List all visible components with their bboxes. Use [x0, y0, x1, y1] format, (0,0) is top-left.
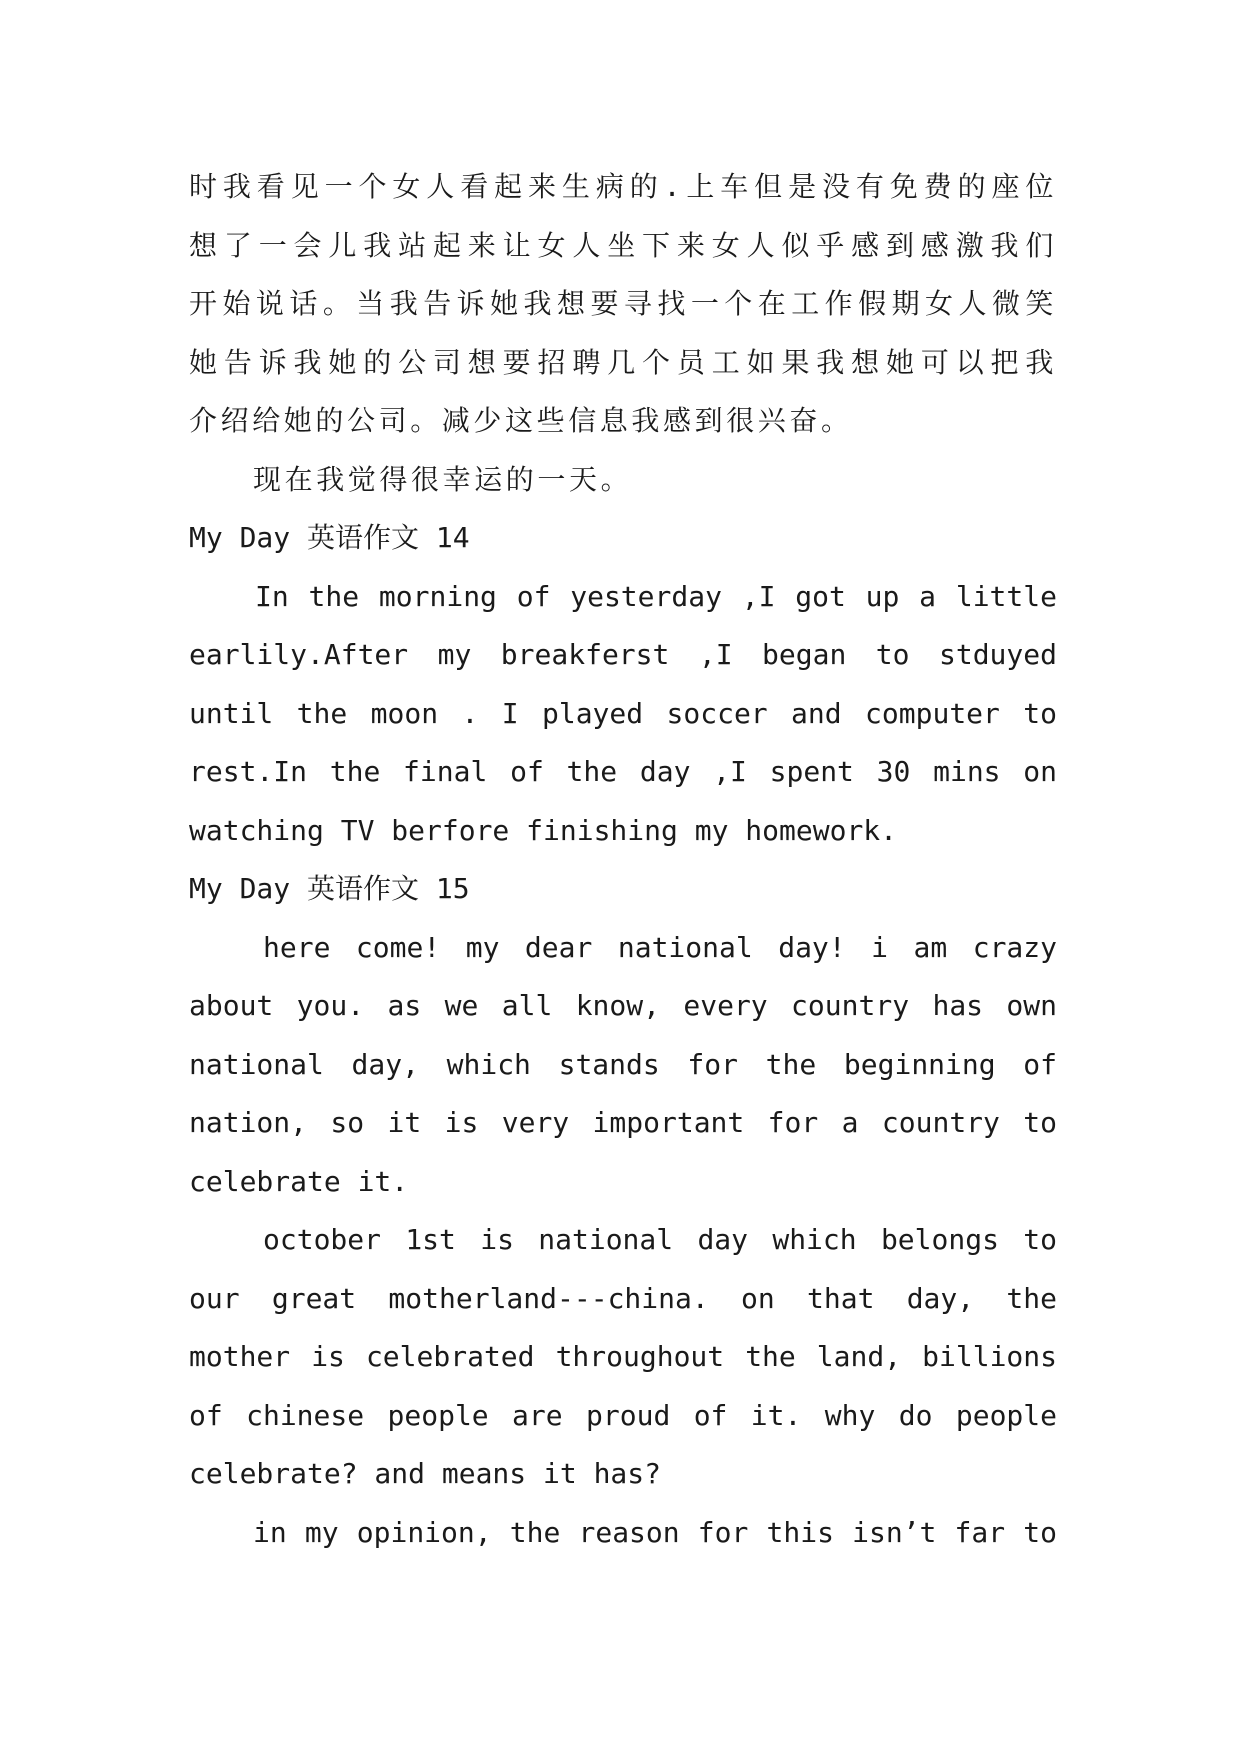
cn-closing-line: 现在我觉得很幸运的一天。: [253, 462, 633, 496]
essay-line: nation, so it is very important for a country to: [189, 1106, 1057, 1139]
essay-line: here come! my dear national day! i am crazy: [263, 930, 1057, 964]
essay-line: rest.In the final of the day ,I spent 30 mins on: [189, 755, 1057, 788]
essay-line: about you. as we all know, every country has own: [189, 989, 1057, 1022]
essay-line: national day, which stands for the beginning of: [189, 1047, 1057, 1081]
document-body: [189, 158, 1057, 1562]
cn-paragraph-line: 介绍给她的公司。减少这些信息我感到很兴奋。: [189, 404, 853, 437]
essay-line: earlily.After my breakferst ,I began to stduyed: [189, 638, 1057, 671]
essay-line: of chinese people are proud of it. why do people: [189, 1398, 1057, 1432]
essay-line: october 1st is national day which belongs to: [263, 1223, 1057, 1256]
essay-line: In the morning of yesterday ,I got up a little: [255, 579, 1057, 613]
section-heading-14: My Day 英语作文 14: [189, 521, 470, 554]
essay-line: celebrate it.: [189, 1164, 409, 1198]
cn-paragraph-line: 想了一会儿我站起来让女人坐下来女人似乎感到感激我们: [189, 228, 1057, 262]
section-heading-15: My Day 英语作文 15: [189, 872, 470, 905]
cn-paragraph-line: 时我看见一个女人看起来生病的.上车但是没有免费的座位: [189, 170, 1057, 203]
essay-line: in my opinion, the reason for this isn’t far to: [253, 1515, 1057, 1549]
cn-paragraph-line: 开始说话。当我告诉她我想要寻找一个在工作假期女人微笑: [189, 287, 1057, 320]
essay-line: celebrate? and means it has?: [189, 1457, 662, 1490]
cn-paragraph-line: 她告诉我她的公司想要招聘几个员工如果我想她可以把我: [189, 345, 1057, 379]
essay-line: until the moon . I played soccer and computer to: [189, 696, 1057, 730]
essay-line: our great motherland---china. on that day, the: [189, 1281, 1057, 1315]
essay-line: mother is celebrated throughout the land, billions: [189, 1340, 1057, 1373]
essay-line: watching TV berfore finishing my homework.: [189, 813, 898, 847]
